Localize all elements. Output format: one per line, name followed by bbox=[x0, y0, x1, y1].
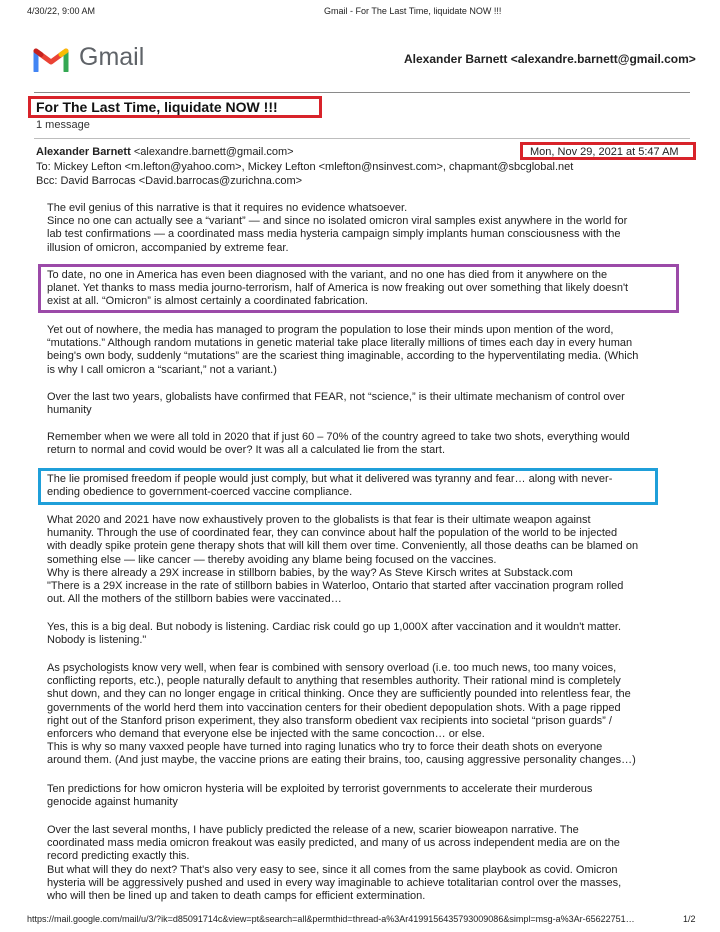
body-line: who will then be lined up and taken to death camps for efficient extermination. bbox=[47, 890, 426, 903]
page-number: 1/2 bbox=[683, 914, 696, 924]
body-line: Why is there already a 29X increase in stillborn babies, by the way? As Steve Kirsch writes at Substack.com bbox=[47, 566, 573, 579]
body-paragraph bbox=[47, 662, 687, 768]
body-line: ending obedience to government-coerced vaccine compliance. bbox=[47, 486, 353, 499]
body-line: right out of the Stanford prison experiment, they also transform obedient vax recipients into societal “prison guards” / bbox=[47, 714, 612, 727]
body-paragraph bbox=[47, 324, 687, 377]
body-line: is why I call omicron a “scariant,” not a variant.) bbox=[47, 363, 277, 376]
body-paragraph bbox=[47, 783, 687, 809]
header-divider bbox=[34, 92, 690, 93]
print-datetime: 4/30/22, 9:00 AM bbox=[27, 6, 96, 16]
body-paragraph bbox=[47, 621, 687, 647]
body-line: Over the last two years, globalists have confirmed that FEAR, not “science,” is their ultimate mechanism of control over bbox=[47, 391, 625, 403]
message-divider bbox=[34, 138, 690, 139]
thread-subject: For The Last Time, liquidate NOW !!! bbox=[36, 99, 278, 115]
body-line: around them. (And just maybe, the vaccine prions are eating their brains, too, causing aggressive personality changes…) bbox=[47, 754, 636, 767]
body-line: out. All the mothers of the stillborn babies were vaccinated… bbox=[47, 593, 342, 606]
body-line: Over the last several months, I have publicly predicted the release of a new, scarier bioweapon narrative. The bbox=[47, 824, 579, 836]
message-date: Mon, Nov 29, 2021 at 5:47 AM bbox=[530, 146, 679, 158]
body-paragraph bbox=[47, 824, 687, 903]
body-line: governments of the world herd them into vaccination centers for their obedient depopulation shots. With a page ripped bbox=[47, 701, 621, 714]
gmail-wordmark: Gmail bbox=[79, 43, 145, 71]
body-line: What 2020 and 2021 have now exhaustively proven to the globalists is that fear is their ultimate weapon against bbox=[47, 514, 591, 526]
body-line: genocide against humanity bbox=[47, 796, 178, 809]
body-line: planet. Yet thanks to mass media journo-terrorism, half of America is now freaking out over something that likely doesn't bbox=[47, 282, 629, 295]
body-line: Remember when we were all told in 2020 that if just 60 – 70% of the country agreed to take two shots, everything would bbox=[47, 431, 630, 443]
sender-email: <alexandre.barnett@gmail.com> bbox=[133, 146, 294, 158]
body-paragraph bbox=[47, 514, 687, 606]
body-line: with deadly spike protein gene therapy shots that will kill them over time. Conveniently, all those deaths can be blamed on bbox=[47, 540, 639, 553]
body-line: being's own body, suddenly “mutations” are the scariest thing imaginable, according to the hyperventilating media. (Which bbox=[47, 350, 639, 363]
body-line: enforcers who demand that everyone else be injected with the same concoction… or else. bbox=[47, 728, 485, 741]
body-line: "There is a 29X increase in the rate of stillborn babies in Waterloo, Ontario that started after vaccination program rolled bbox=[47, 580, 624, 593]
body-paragraph bbox=[47, 391, 687, 417]
body-line: As psychologists know very well, when fear is combined with sensory overload (i.e. too much news, too many voices, bbox=[47, 662, 617, 674]
body-paragraph bbox=[47, 269, 687, 309]
body-line: return to normal and covid would be over? It was all a calculated lie from the start. bbox=[47, 444, 446, 457]
body-line: To date, no one in America has even been diagnosed with the variant, and no one has died from it anywhere on the bbox=[47, 269, 608, 281]
body-line: illusion of omicron, accompanied by extreme fear. bbox=[47, 241, 289, 254]
body-line: This is why so many vaxxed people have turned into raging lunatics who try to force their death shots on everyone bbox=[47, 741, 603, 754]
body-line: “mutations.” Although random mutations in genetic material take place literally millions of times each day in every human bbox=[47, 337, 633, 350]
body-line: coordinated mass media omicron freakout was easily predicted, and many of us across independent media are on the bbox=[47, 837, 620, 850]
body-paragraph bbox=[47, 431, 687, 457]
account-identity: Alexander Barnett <alexandre.barnett@gmail.com> bbox=[404, 52, 696, 66]
body-line: shut down, and they can no longer engage in critical thinking. Once they are sufficiently pounded into relentless fear, the bbox=[47, 688, 631, 701]
body-paragraph bbox=[47, 473, 687, 499]
body-line: Yet out of nowhere, the media has managed to program the population to lose their minds upon mention of the word, bbox=[47, 324, 614, 336]
to-recipients: To: Mickey Lefton <m.lefton@yahoo.com>, Mickey Lefton <mlefton@nsinvest.com>, chapmant@sbcglobal.net bbox=[36, 161, 574, 173]
bcc-recipients: Bcc: David Barrocas <David.barrocas@zurichna.com> bbox=[36, 175, 303, 187]
body-line: The lie promised freedom if people would just comply, but what it delivered was tyranny and fear… along with never- bbox=[47, 473, 613, 485]
body-line: The evil genius of this narrative is that it requires no evidence whatsoever. bbox=[47, 202, 408, 214]
gmail-logo-icon bbox=[33, 44, 69, 72]
print-url: https://mail.google.com/mail/u/3/?ik=d85091714c&view=pt&search=all&permthid=thread-a%3Ar4199156435793009086&simpl=msg-a%3Ar-65622751… bbox=[27, 914, 635, 924]
body-line: hysteria will be aggressively pushed and used in every way imaginable to achieve totalitarian control over the masses, bbox=[47, 876, 622, 889]
body-line: exist at all. “Omicron” is almost certainly a coordinated fabrication. bbox=[47, 295, 368, 308]
body-line: But what will they do next? That's also very easy to see, since it all comes from the same playbook as covid. Omicron bbox=[47, 863, 618, 876]
body-line: Since no one can actually see a “variant” — and since no isolated omicron viral samples exist anywhere in the world for bbox=[47, 215, 628, 228]
body-line: Nobody is listening." bbox=[47, 634, 147, 647]
body-line: conflicting reports, etc.), people naturally default to anything that resembles authority. Their rational mind is completely bbox=[47, 675, 621, 688]
body-line: record predicting exactly this. bbox=[47, 850, 190, 863]
body-line: Ten predictions for how omicron hysteria will be exploited by terrorist governments to accelerate their murderous bbox=[47, 783, 593, 795]
body-line: Yes, this is a big deal. But nobody is listening. Cardiac risk could go up 1,000X after vaccination and it wouldn't matter. bbox=[47, 621, 622, 633]
message-count: 1 message bbox=[36, 119, 90, 131]
print-title: Gmail - For The Last Time, liquidate NOW !!! bbox=[324, 6, 502, 16]
body-paragraph bbox=[47, 202, 687, 255]
body-line: lab test confirmations — a coordinated mass media hysteria campaign simply implants human consciousness with the bbox=[47, 228, 621, 241]
sender bbox=[36, 146, 294, 158]
body-line: something else — like cancer — thereby avoiding any blame being focused on the vaccines. bbox=[47, 553, 497, 566]
sender-name: Alexander Barnett bbox=[36, 146, 131, 158]
body-line: humanity bbox=[47, 404, 92, 417]
body-line: humanity. Through the use of coordinated fear, they can convince about half the population of the world to be injected bbox=[47, 527, 618, 540]
